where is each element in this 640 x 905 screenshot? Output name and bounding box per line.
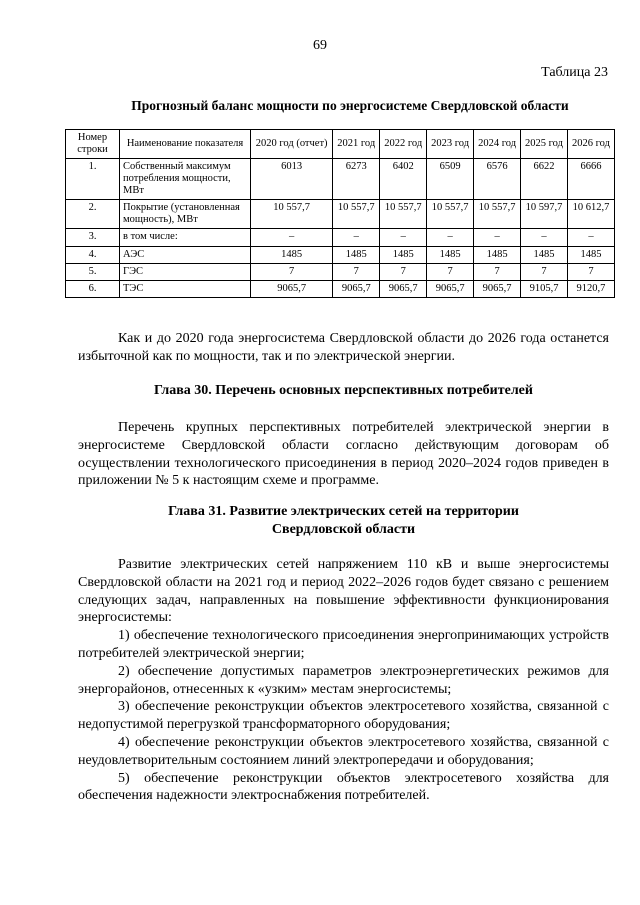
- value-cell: 10 612,7: [567, 200, 614, 229]
- value-cell: 1485: [427, 246, 474, 263]
- page-number: 69: [313, 38, 327, 53]
- indicator-name: Собственный максимум потребления мощности, МВт: [120, 159, 251, 200]
- header-year-2023: 2023 год: [427, 130, 474, 159]
- table-title: Прогнозный баланс мощности по энергосистеме Свердловской области: [131, 98, 569, 113]
- value-cell: 7: [251, 263, 333, 280]
- value-cell: 9065,7: [380, 280, 427, 297]
- value-cell: 6273: [333, 159, 380, 200]
- value-cell: 9065,7: [427, 280, 474, 297]
- value-cell: 10 597,7: [521, 200, 568, 229]
- value-cell: 7: [427, 263, 474, 280]
- value-cell: –: [474, 229, 521, 246]
- value-cell: 6402: [380, 159, 427, 200]
- header-indicator-name: Наименование показателя: [120, 130, 251, 159]
- row-number: 3.: [66, 229, 120, 246]
- value-cell: 9065,7: [251, 280, 333, 297]
- value-cell: –: [380, 229, 427, 246]
- value-cell: 10 557,7: [251, 200, 333, 229]
- row-number: 6.: [66, 280, 120, 297]
- row-number: 4.: [66, 246, 120, 263]
- table-row: [66, 263, 615, 280]
- value-cell: 7: [567, 263, 614, 280]
- value-cell: –: [427, 229, 474, 246]
- header-year-2020: 2020 год (отчет): [251, 130, 333, 159]
- value-cell: –: [251, 229, 333, 246]
- list-item: 1) обеспечение технологического присоединения энергопринимающих устройств потребителей электрической энергии;: [78, 628, 609, 661]
- value-cell: 1485: [567, 246, 614, 263]
- value-cell: 9065,7: [333, 280, 380, 297]
- value-cell: 6013: [251, 159, 333, 200]
- value-cell: 7: [333, 263, 380, 280]
- list-item: 4) обеспечение реконструкции объектов электросетевого хозяйства, связанной с неудовлетворительным состоянием линий электропередачи и оборудования;: [78, 734, 609, 768]
- table-header-row: [66, 130, 615, 159]
- row-number: 1.: [66, 159, 120, 200]
- indicator-name: ГЭС: [120, 263, 251, 280]
- value-cell: 7: [380, 263, 427, 280]
- value-cell: 1485: [474, 246, 521, 263]
- header-year-2026: 2026 год: [567, 130, 614, 159]
- chapter-31-title-line1: Глава 31. Развитие электрических сетей на территории: [168, 504, 519, 519]
- value-cell: 10 557,7: [427, 200, 474, 229]
- table-row: [66, 280, 615, 297]
- table-row: [66, 200, 615, 229]
- row-number: 5.: [66, 263, 120, 280]
- header-year-2025: 2025 год: [521, 130, 568, 159]
- list-item: 2) обеспечение допустимых параметров электроэнергетических режимов для энергорайонов, отнесенных к «узким» местам энергосистемы;: [78, 663, 609, 697]
- value-cell: –: [333, 229, 380, 246]
- indicator-name: ТЭС: [120, 280, 251, 297]
- row-number: 2.: [66, 200, 120, 229]
- paragraph-grid-development: Развитие электрических сетей напряжением 110 кВ и выше энергосистемы Свердловской области на 2021 год и период 2022–2026 годов будет связано с решением следующих задач, направленных на повышение эффективности функционирования энергосистемы:: [78, 557, 609, 626]
- paragraph-balance-summary: Как и до 2020 года энергосистема Свердловской области до 2026 года останется избыточной как по мощности, так и по электрической энергии.: [78, 331, 609, 364]
- paragraph-prospective-consumers: Перечень крупных перспективных потребителей электрической энергии в энергосистеме Свердловской области согласно действующим договорам об осуществлении технологического присоединения в период 2020–2024 годов приведен в приложении № 5 к настоящим схеме и программе.: [78, 420, 609, 489]
- value-cell: 9105,7: [521, 280, 568, 297]
- power-balance-table: [65, 129, 615, 298]
- list-item: 5) обеспечение реконструкции объектов электросетевого хозяйства для обеспечения надежности электроснабжения потребителей.: [78, 770, 609, 804]
- value-cell: 1485: [380, 246, 427, 263]
- value-cell: 10 557,7: [380, 200, 427, 229]
- chapter-30-title: Глава 30. Перечень основных перспективных потребителей: [154, 383, 533, 398]
- chapter-31-body: [78, 556, 609, 805]
- indicator-name: АЭС: [120, 246, 251, 263]
- table-row: [66, 229, 615, 246]
- indicator-name: Покрытие (установленная мощность), МВт: [120, 200, 251, 229]
- value-cell: 10 557,7: [474, 200, 521, 229]
- value-cell: –: [567, 229, 614, 246]
- header-row-number: Номер строки: [66, 130, 120, 159]
- value-cell: 7: [474, 263, 521, 280]
- value-cell: 10 557,7: [333, 200, 380, 229]
- value-cell: 1485: [251, 246, 333, 263]
- value-cell: 6509: [427, 159, 474, 200]
- value-cell: 9120,7: [567, 280, 614, 297]
- value-cell: 7: [521, 263, 568, 280]
- chapter-31-title-line2: Свердловской области: [271, 521, 416, 537]
- chapter-31-title: [78, 503, 609, 539]
- value-cell: 6622: [521, 159, 568, 200]
- table-label: Таблица 23: [541, 65, 608, 80]
- header-year-2021: 2021 год: [333, 130, 380, 159]
- header-year-2024: 2024 год: [474, 130, 521, 159]
- value-cell: 1485: [521, 246, 568, 263]
- table-row: [66, 159, 615, 200]
- list-item: 3) обеспечение реконструкции объектов электросетевого хозяйства, связанной с недопустимой перегрузкой трансформаторного оборудования;: [78, 699, 609, 733]
- table-row: [66, 246, 615, 263]
- header-year-2022: 2022 год: [380, 130, 427, 159]
- value-cell: 9065,7: [474, 280, 521, 297]
- value-cell: 6666: [567, 159, 614, 200]
- value-cell: 6576: [474, 159, 521, 200]
- value-cell: 1485: [333, 246, 380, 263]
- value-cell: –: [521, 229, 568, 246]
- indicator-name: в том числе:: [120, 229, 251, 246]
